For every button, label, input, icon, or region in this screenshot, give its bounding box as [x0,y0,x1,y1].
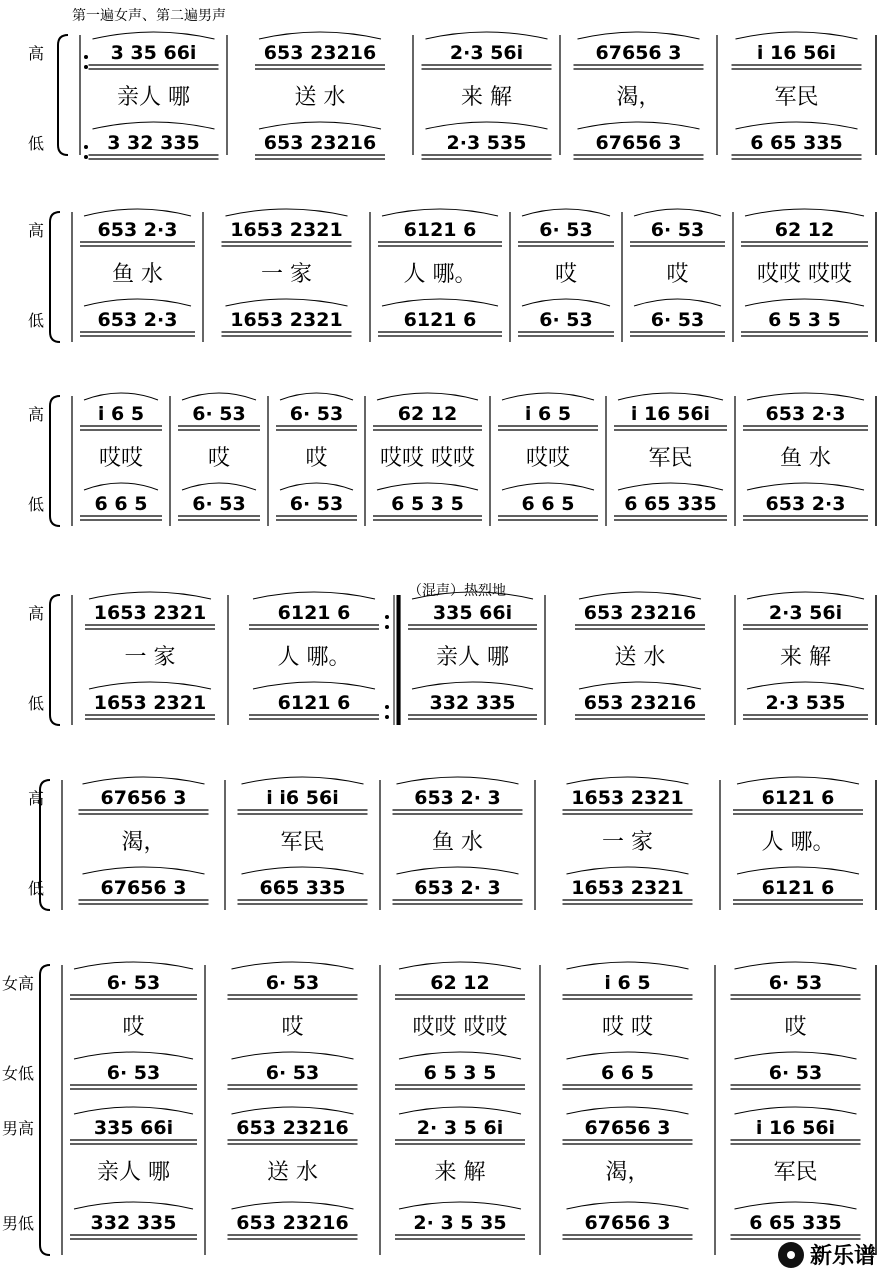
note-group: 653 2·3 [97,219,178,241]
note-group: 6121 6 [761,877,835,899]
voice-label: 低 [28,495,45,514]
lyric-text: 哎哎 哎哎 [380,446,475,471]
note-group: 67656 3 [584,1117,671,1139]
note-group: 6 6 5 [601,1062,654,1084]
note-group: 2· 3 5 6i [416,1117,504,1139]
slur-arc [735,1052,857,1059]
slur-arc [84,393,158,400]
note-group: 67656 3 [595,42,682,64]
lyric-text: 一 家 [602,830,653,855]
system-bracket [50,595,60,725]
lyric-text: 送 水 [267,1160,318,1185]
lyric-text: 亲人 哪 [117,85,190,110]
lyric-text: 一 家 [124,645,176,670]
slur-arc [745,299,864,306]
score-system [28,32,876,159]
score-system [2,962,876,1255]
slur-arc [226,299,348,306]
slur-arc [242,777,364,784]
slur-arc [578,32,700,39]
lyric-text: 哎哎 哎哎 [412,1015,508,1040]
note-group: 332 335 [90,1212,177,1234]
lyric-text: 亲人 哪 [97,1160,170,1185]
slur-arc [253,682,375,689]
note-group: 6121 6 [277,602,351,624]
lyric-text: 来 解 [780,645,831,670]
note-group: 2·3 535 [765,692,846,714]
note-group: 6· 53 [289,493,344,515]
slur-arc [397,777,519,784]
note-group: 653 2·3 [765,493,846,515]
slur-arc [232,962,354,969]
slur-arc [84,483,158,490]
repeat-dot [84,65,88,69]
note-group: 653 2· 3 [414,787,501,809]
slur-arc [567,777,689,784]
note-group: 332 335 [429,692,516,714]
brand-name: 新乐谱 [809,1244,876,1269]
voice-label: 男低 [2,1214,35,1233]
note-group: 67656 3 [584,1212,671,1234]
slur-arc [735,1107,857,1114]
slur-arc [736,32,858,39]
slur-arc [89,682,211,689]
note-group: 653 2· 3 [414,877,501,899]
slur-arc [83,777,205,784]
lyric-text: 哎 [305,446,328,471]
voice-label: 高 [28,405,45,424]
note-group: 6· 53 [106,972,161,994]
note-group: i 6 5 [97,403,145,425]
repeat-dot [84,55,88,59]
note-group: 2·3 56i [449,42,524,64]
note-group: 1653 2321 [571,877,684,899]
note-group: 6· 53 [768,972,823,994]
note-group: 62 12 [397,403,458,425]
score-system [28,209,876,342]
lyric-text: 哎 [554,262,578,287]
slur-arc [259,32,381,39]
note-group: 6 65 335 [624,493,717,515]
note-group: 2·3 56i [768,602,843,624]
lyric-text: 哎哎 哎哎 [757,262,852,287]
lyric-text: 哎 [122,1015,145,1040]
brand-logo [778,1239,876,1270]
slur-arc [232,1202,354,1209]
note-group: 6· 53 [539,219,593,241]
lyric-text: 渴， [605,1160,650,1185]
slur-arc [735,1202,857,1209]
voice-label: 男高 [2,1119,35,1138]
voice-label: 高 [28,604,45,623]
note-group: 1653 2321 [571,787,684,809]
voice-label: 高 [28,221,45,240]
slur-arc [182,393,256,400]
note-group: 2·3 535 [446,132,527,154]
note-group: 6121 6 [403,219,477,241]
note-group: 1653 2321 [93,602,207,624]
slur-arc [634,299,721,306]
lyric-text: 人 哪。 [277,645,351,670]
lyric-text: 鱼 水 [780,446,831,471]
note-group: 6 6 5 [521,493,575,515]
repeat-dot [385,705,389,709]
slur-arc [74,1052,193,1059]
slur-arc [259,122,381,129]
note-group: 62 12 [774,219,835,241]
slur-arc [634,209,721,216]
note-group: 6121 6 [403,309,477,331]
note-group: 62 12 [430,972,490,994]
slur-arc [579,592,701,599]
note-group: i 16 56i [630,403,711,425]
slur-arc [618,393,723,400]
lyric-text: 送 水 [614,645,666,670]
slur-arc [280,483,353,490]
note-group: 3 32 335 [107,132,200,154]
repeat-dot [385,715,389,719]
lyric-text: 军民 [648,446,693,471]
record-icon [778,1242,804,1268]
lyric-text: 人 哪。 [761,830,835,855]
slur-arc [93,122,215,129]
slur-arc [399,962,521,969]
note-group: 6· 53 [265,972,320,994]
slur-arc [377,483,478,490]
slur-arc [412,682,533,689]
repeat-dot [84,145,88,149]
mid-caption: （混声）热烈地 [408,583,506,599]
slur-arc [382,299,498,306]
lyric-text: 鱼 水 [432,830,483,855]
slur-arc [412,592,533,599]
lyric-text: 哎哎 [98,446,144,471]
note-group: 1653 2321 [93,692,207,714]
slur-arc [83,867,205,874]
note-group: 6 6 5 [94,493,148,515]
note-group: 2· 3 5 35 [413,1212,507,1234]
lyric-text: 送 水 [294,85,346,110]
system-bracket [40,965,50,1255]
slur-arc [736,122,858,129]
slur-arc [399,1107,521,1114]
slur-arc [578,122,700,129]
slur-arc [399,1202,521,1209]
note-group: 6· 53 [289,403,344,425]
voice-label: 女高 [2,974,35,993]
lyric-text: 哎 [666,262,689,287]
slur-arc [397,867,519,874]
lyric-text: 哎 [281,1015,304,1040]
slur-arc [232,1107,354,1114]
note-group: i 6 5 [524,403,572,425]
slur-arc [74,962,193,969]
repeat-dot [84,155,88,159]
slur-arc [745,209,864,216]
note-group: 6· 53 [768,1062,823,1084]
slur-arc [522,209,610,216]
slur-arc [567,1202,689,1209]
lyric-text: 哎 [784,1015,807,1040]
note-group: 67656 3 [100,877,187,899]
note-group: i 16 56i [756,42,837,64]
lyric-text: 哎哎 [525,446,571,471]
note-group: 6· 53 [539,309,593,331]
note-group: 335 66i [93,1117,174,1139]
note-group: 67656 3 [595,132,682,154]
note-group: 653 23216 [263,132,377,154]
note-group: 6 5 3 5 [391,493,464,515]
system-bracket [50,212,60,342]
repeat-dot [385,615,389,619]
slur-arc [579,682,701,689]
note-group: 6· 53 [106,1062,161,1084]
top-caption: 第一遍女声、第二遍男声 [72,8,226,24]
note-group: 6· 53 [650,219,705,241]
lyric-text: 人 哪。 [403,262,477,287]
note-group: 67656 3 [100,787,187,809]
voice-label: 高 [28,789,45,808]
note-group: 653 23216 [236,1212,349,1234]
note-group: 6 5 3 5 [423,1062,497,1084]
slur-arc [226,209,348,216]
voice-label: 低 [28,311,45,330]
note-group: 335 66i [432,602,513,624]
slur-arc [567,1107,689,1114]
lyric-text: 亲人 哪 [436,645,509,670]
slur-arc [747,393,864,400]
voice-label: 女低 [2,1064,35,1083]
slur-arc [567,962,689,969]
slur-arc [93,32,215,39]
voice-label: 高 [28,44,45,63]
slur-arc [735,962,857,969]
slur-arc [232,1052,354,1059]
voice-label: 低 [28,694,45,713]
slur-arc [502,393,594,400]
slur-arc [382,209,498,216]
slur-arc [502,483,594,490]
slur-arc [253,592,375,599]
lyric-text: 来 解 [461,85,512,110]
slur-arc [280,393,353,400]
lyric-text: 来 解 [434,1160,486,1185]
note-group: 6 65 335 [750,132,843,154]
note-group: 1653 2321 [230,309,343,331]
slur-arc [74,1202,193,1209]
note-group: 6· 53 [265,1062,320,1084]
lyric-text: 军民 [774,85,819,110]
slur-arc [618,483,723,490]
slur-arc [182,483,256,490]
score-system [28,393,876,526]
system-bracket [58,35,68,155]
slur-arc [426,32,548,39]
note-group: 6· 53 [192,403,246,425]
slur-arc [737,777,859,784]
lyric-text: 渴， [121,830,166,855]
note-group: i i6 56i [266,787,339,809]
slur-arc [426,122,548,129]
slur-arc [84,299,191,306]
note-group: 6· 53 [192,493,246,515]
note-group: 6121 6 [761,787,835,809]
note-group: i 16 56i [755,1117,836,1139]
note-group: 665 335 [259,877,346,899]
note-group: 653 2·3 [765,403,846,425]
slur-arc [84,209,191,216]
slur-arc [377,393,478,400]
score-system [28,777,876,910]
slur-arc [747,592,864,599]
note-group: 653 23216 [583,692,697,714]
slur-arc [747,682,864,689]
system-bracket [50,396,60,526]
lyric-text: 军民 [280,830,325,855]
slur-arc [737,867,859,874]
note-group: 653 23216 [583,602,697,624]
lyric-text: 哎 [207,446,231,471]
note-group: 653 23216 [236,1117,349,1139]
note-group: 653 23216 [263,42,377,64]
lyric-text: 鱼 水 [112,262,163,287]
lyric-text: 哎 哎 [602,1015,653,1040]
slur-arc [747,483,864,490]
slur-arc [242,867,364,874]
repeat-dot [385,625,389,629]
score-system [28,592,876,725]
slur-arc [522,299,610,306]
note-group: 6· 53 [650,309,705,331]
note-group: 653 2·3 [97,309,178,331]
lyric-text: 军民 [773,1160,818,1185]
note-group: i 6 5 [604,972,651,994]
slur-arc [567,867,689,874]
slur-arc [74,1107,193,1114]
slur-arc [89,592,211,599]
note-group: 6 5 3 5 [768,309,841,331]
note-group: 6 65 335 [749,1212,842,1234]
note-group: 1653 2321 [230,219,343,241]
voice-label: 低 [28,134,45,153]
slur-arc [399,1052,521,1059]
slur-arc [567,1052,689,1059]
voice-label: 低 [28,879,45,898]
lyric-text: 渴， [616,85,661,110]
lyric-text: 一 家 [261,262,312,287]
note-group: 6121 6 [277,692,351,714]
note-group: 3 35 66i [110,42,197,64]
